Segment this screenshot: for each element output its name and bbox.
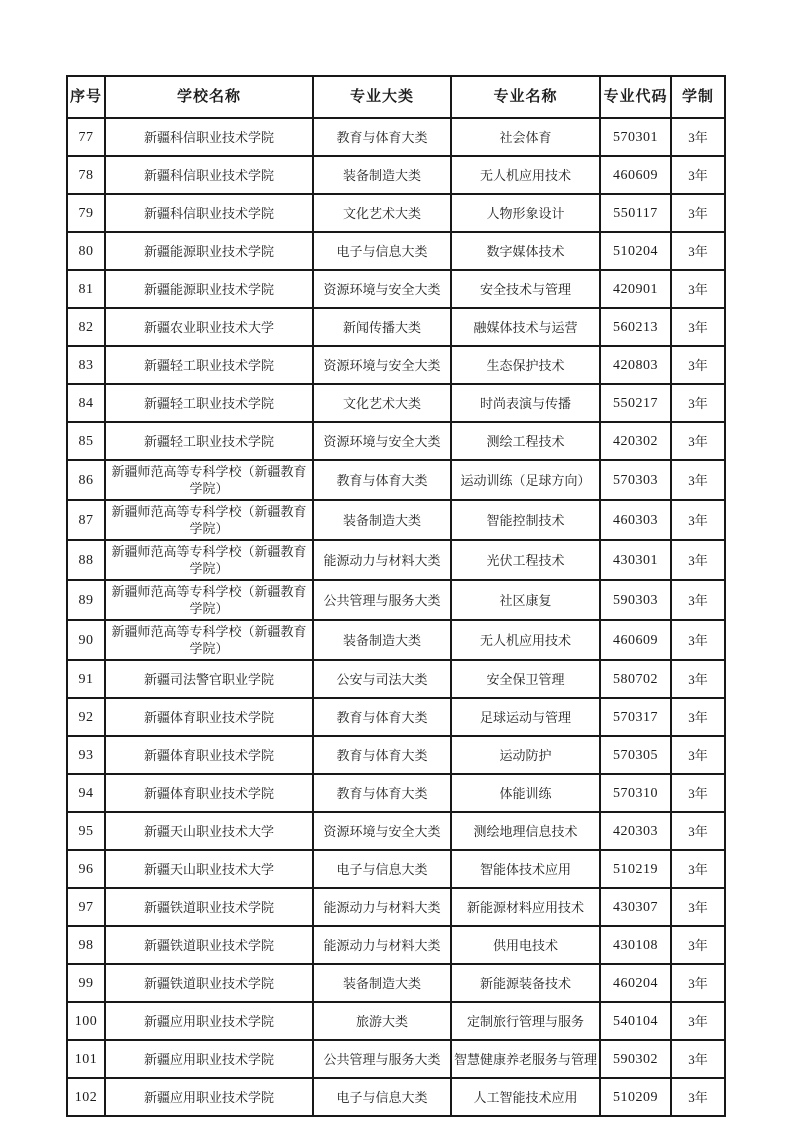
code-cell: 570301 <box>600 118 671 156</box>
school-cell: 新疆铁道职业技术学院 <box>105 964 313 1002</box>
index-cell: 98 <box>67 926 105 964</box>
code-cell: 570303 <box>600 460 671 500</box>
table-row <box>67 422 725 460</box>
major-cell: 社会体育 <box>451 118 600 156</box>
index-cell: 96 <box>67 850 105 888</box>
school-cell: 新疆轻工职业技术学院 <box>105 346 313 384</box>
category-cell: 公共管理与服务大类 <box>313 580 451 620</box>
code-cell: 430108 <box>600 926 671 964</box>
table-row <box>67 774 725 812</box>
major-cell: 社区康复 <box>451 580 600 620</box>
category-cell: 装备制造大类 <box>313 500 451 540</box>
index-cell: 90 <box>67 620 105 660</box>
duration-cell: 3年 <box>671 888 725 926</box>
duration-cell: 3年 <box>671 422 725 460</box>
code-cell: 510209 <box>600 1078 671 1116</box>
table-row <box>67 500 725 540</box>
category-cell: 教育与体育大类 <box>313 460 451 500</box>
table-row <box>67 1002 725 1040</box>
duration-cell: 3年 <box>671 232 725 270</box>
major-cell: 运动防护 <box>451 736 600 774</box>
major-cell: 安全保卫管理 <box>451 660 600 698</box>
table-row <box>67 698 725 736</box>
school-cell: 新疆师范高等专科学校（新疆教育学院） <box>105 580 313 620</box>
category-cell: 文化艺术大类 <box>313 384 451 422</box>
duration-cell: 3年 <box>671 118 725 156</box>
index-cell: 95 <box>67 812 105 850</box>
index-cell: 78 <box>67 156 105 194</box>
code-cell: 460609 <box>600 156 671 194</box>
major-cell: 智能体技术应用 <box>451 850 600 888</box>
duration-cell: 3年 <box>671 308 725 346</box>
code-cell: 560213 <box>600 308 671 346</box>
duration-cell: 3年 <box>671 460 725 500</box>
category-cell: 教育与体育大类 <box>313 774 451 812</box>
column-header-index: 序号 <box>67 76 105 118</box>
school-cell: 新疆体育职业技术学院 <box>105 774 313 812</box>
table-row <box>67 270 725 308</box>
school-cell: 新疆农业职业技术大学 <box>105 308 313 346</box>
column-header-major: 专业名称 <box>451 76 600 118</box>
index-cell: 102 <box>67 1078 105 1116</box>
code-cell: 420901 <box>600 270 671 308</box>
index-cell: 79 <box>67 194 105 232</box>
school-cell: 新疆司法警官职业学院 <box>105 660 313 698</box>
category-cell: 教育与体育大类 <box>313 118 451 156</box>
index-cell: 85 <box>67 422 105 460</box>
major-cell: 测绘工程技术 <box>451 422 600 460</box>
duration-cell: 3年 <box>671 698 725 736</box>
duration-cell: 3年 <box>671 660 725 698</box>
duration-cell: 3年 <box>671 850 725 888</box>
index-cell: 93 <box>67 736 105 774</box>
table-row <box>67 232 725 270</box>
table-row <box>67 812 725 850</box>
duration-cell: 3年 <box>671 194 725 232</box>
table-row <box>67 926 725 964</box>
duration-cell: 3年 <box>671 926 725 964</box>
major-cell: 无人机应用技术 <box>451 156 600 194</box>
major-cell: 运动训练（足球方向） <box>451 460 600 500</box>
index-cell: 91 <box>67 660 105 698</box>
code-cell: 460204 <box>600 964 671 1002</box>
school-cell: 新疆铁道职业技术学院 <box>105 888 313 926</box>
category-cell: 公共管理与服务大类 <box>313 1040 451 1078</box>
table-row <box>67 384 725 422</box>
major-cell: 定制旅行管理与服务 <box>451 1002 600 1040</box>
category-cell: 装备制造大类 <box>313 156 451 194</box>
index-cell: 97 <box>67 888 105 926</box>
school-cell: 新疆天山职业技术大学 <box>105 812 313 850</box>
major-cell: 安全技术与管理 <box>451 270 600 308</box>
code-cell: 540104 <box>600 1002 671 1040</box>
duration-cell: 3年 <box>671 156 725 194</box>
table-row <box>67 1040 725 1078</box>
code-cell: 570317 <box>600 698 671 736</box>
school-cell: 新疆应用职业技术学院 <box>105 1040 313 1078</box>
table-row <box>67 156 725 194</box>
duration-cell: 3年 <box>671 620 725 660</box>
index-cell: 92 <box>67 698 105 736</box>
index-cell: 101 <box>67 1040 105 1078</box>
column-header-category: 专业大类 <box>313 76 451 118</box>
major-cell: 足球运动与管理 <box>451 698 600 736</box>
category-cell: 资源环境与安全大类 <box>313 346 451 384</box>
code-cell: 420302 <box>600 422 671 460</box>
table-row <box>67 308 725 346</box>
major-cell: 时尚表演与传播 <box>451 384 600 422</box>
index-cell: 89 <box>67 580 105 620</box>
major-cell: 融媒体技术与运营 <box>451 308 600 346</box>
duration-cell: 3年 <box>671 540 725 580</box>
code-cell: 590302 <box>600 1040 671 1078</box>
index-cell: 88 <box>67 540 105 580</box>
duration-cell: 3年 <box>671 500 725 540</box>
code-cell: 510219 <box>600 850 671 888</box>
category-cell: 能源动力与材料大类 <box>313 540 451 580</box>
major-cell: 数字媒体技术 <box>451 232 600 270</box>
school-cell: 新疆轻工职业技术学院 <box>105 422 313 460</box>
school-cell: 新疆体育职业技术学院 <box>105 698 313 736</box>
index-cell: 87 <box>67 500 105 540</box>
major-cell: 光伏工程技术 <box>451 540 600 580</box>
school-cell: 新疆师范高等专科学校（新疆教育学院） <box>105 460 313 500</box>
index-cell: 100 <box>67 1002 105 1040</box>
code-cell: 550117 <box>600 194 671 232</box>
school-cell: 新疆科信职业技术学院 <box>105 156 313 194</box>
index-cell: 83 <box>67 346 105 384</box>
school-cell: 新疆师范高等专科学校（新疆教育学院） <box>105 620 313 660</box>
school-cell: 新疆能源职业技术学院 <box>105 270 313 308</box>
school-cell: 新疆科信职业技术学院 <box>105 118 313 156</box>
school-cell: 新疆体育职业技术学院 <box>105 736 313 774</box>
major-cell: 智慧健康养老服务与管理 <box>451 1040 600 1078</box>
table-body <box>67 118 725 1116</box>
duration-cell: 3年 <box>671 774 725 812</box>
duration-cell: 3年 <box>671 812 725 850</box>
table-row <box>67 346 725 384</box>
major-cell: 无人机应用技术 <box>451 620 600 660</box>
index-cell: 77 <box>67 118 105 156</box>
majors-table <box>66 75 726 1117</box>
column-header-duration: 学制 <box>671 76 725 118</box>
duration-cell: 3年 <box>671 580 725 620</box>
category-cell: 电子与信息大类 <box>313 850 451 888</box>
category-cell: 资源环境与安全大类 <box>313 270 451 308</box>
school-cell: 新疆师范高等专科学校（新疆教育学院） <box>105 500 313 540</box>
major-cell: 生态保护技术 <box>451 346 600 384</box>
table-row <box>67 660 725 698</box>
school-cell: 新疆科信职业技术学院 <box>105 194 313 232</box>
school-cell: 新疆能源职业技术学院 <box>105 232 313 270</box>
column-header-school: 学校名称 <box>105 76 313 118</box>
school-cell: 新疆铁道职业技术学院 <box>105 926 313 964</box>
major-cell: 测绘地理信息技术 <box>451 812 600 850</box>
duration-cell: 3年 <box>671 346 725 384</box>
code-cell: 580702 <box>600 660 671 698</box>
code-cell: 460303 <box>600 500 671 540</box>
table-row <box>67 620 725 660</box>
column-header-code: 专业代码 <box>600 76 671 118</box>
index-cell: 82 <box>67 308 105 346</box>
code-cell: 460609 <box>600 620 671 660</box>
school-cell: 新疆轻工职业技术学院 <box>105 384 313 422</box>
index-cell: 94 <box>67 774 105 812</box>
code-cell: 570305 <box>600 736 671 774</box>
category-cell: 能源动力与材料大类 <box>313 926 451 964</box>
index-cell: 84 <box>67 384 105 422</box>
code-cell: 430301 <box>600 540 671 580</box>
category-cell: 教育与体育大类 <box>313 698 451 736</box>
category-cell: 电子与信息大类 <box>313 232 451 270</box>
category-cell: 装备制造大类 <box>313 620 451 660</box>
duration-cell: 3年 <box>671 270 725 308</box>
index-cell: 86 <box>67 460 105 500</box>
category-cell: 能源动力与材料大类 <box>313 888 451 926</box>
major-cell: 供用电技术 <box>451 926 600 964</box>
code-cell: 510204 <box>600 232 671 270</box>
major-cell: 新能源材料应用技术 <box>451 888 600 926</box>
major-cell: 人工智能技术应用 <box>451 1078 600 1116</box>
school-cell: 新疆应用职业技术学院 <box>105 1002 313 1040</box>
duration-cell: 3年 <box>671 1040 725 1078</box>
school-cell: 新疆天山职业技术大学 <box>105 850 313 888</box>
index-cell: 80 <box>67 232 105 270</box>
duration-cell: 3年 <box>671 1002 725 1040</box>
table-row <box>67 194 725 232</box>
table-row <box>67 850 725 888</box>
category-cell: 教育与体育大类 <box>313 736 451 774</box>
category-cell: 公安与司法大类 <box>313 660 451 698</box>
major-cell: 体能训练 <box>451 774 600 812</box>
code-cell: 420303 <box>600 812 671 850</box>
table-row <box>67 580 725 620</box>
table-row <box>67 460 725 500</box>
code-cell: 430307 <box>600 888 671 926</box>
code-cell: 420803 <box>600 346 671 384</box>
index-cell: 81 <box>67 270 105 308</box>
table-row <box>67 1078 725 1116</box>
school-cell: 新疆应用职业技术学院 <box>105 1078 313 1116</box>
category-cell: 装备制造大类 <box>313 964 451 1002</box>
category-cell: 资源环境与安全大类 <box>313 812 451 850</box>
index-cell: 99 <box>67 964 105 1002</box>
major-cell: 新能源装备技术 <box>451 964 600 1002</box>
duration-cell: 3年 <box>671 964 725 1002</box>
code-cell: 570310 <box>600 774 671 812</box>
code-cell: 550217 <box>600 384 671 422</box>
table-row <box>67 540 725 580</box>
category-cell: 资源环境与安全大类 <box>313 422 451 460</box>
category-cell: 新闻传播大类 <box>313 308 451 346</box>
category-cell: 旅游大类 <box>313 1002 451 1040</box>
major-cell: 智能控制技术 <box>451 500 600 540</box>
code-cell: 590303 <box>600 580 671 620</box>
category-cell: 文化艺术大类 <box>313 194 451 232</box>
category-cell: 电子与信息大类 <box>313 1078 451 1116</box>
table-header-row <box>67 76 725 118</box>
table-row <box>67 736 725 774</box>
major-cell: 人物形象设计 <box>451 194 600 232</box>
table-row <box>67 118 725 156</box>
duration-cell: 3年 <box>671 736 725 774</box>
duration-cell: 3年 <box>671 1078 725 1116</box>
table-row <box>67 888 725 926</box>
table-row <box>67 964 725 1002</box>
school-cell: 新疆师范高等专科学校（新疆教育学院） <box>105 540 313 580</box>
duration-cell: 3年 <box>671 384 725 422</box>
